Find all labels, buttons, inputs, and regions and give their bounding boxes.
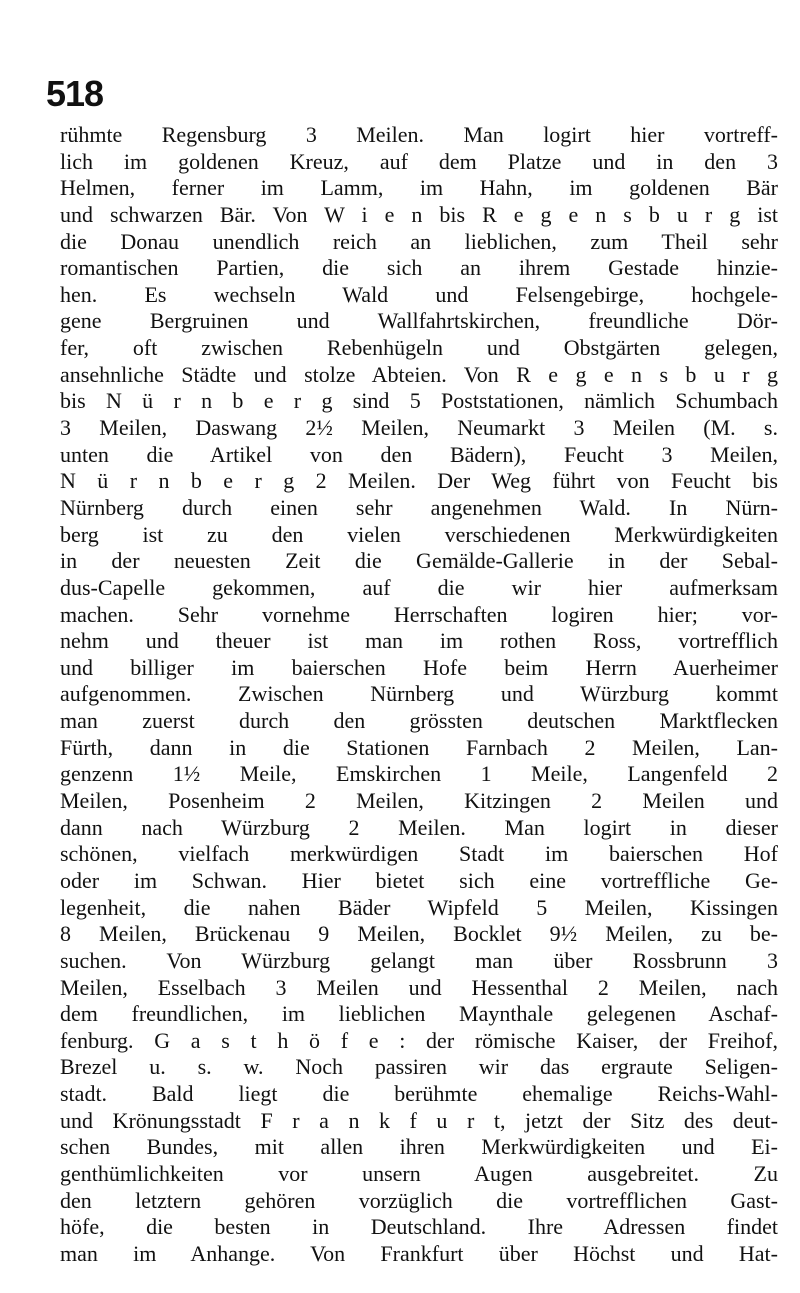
text-line: dem freundlichen, im lieblichen Maynthale gelegenen Aschaf-	[60, 1001, 778, 1027]
text-line: man zuerst durch den grössten deutschen Marktflecken	[60, 708, 778, 734]
text-line: man im Anhange. Von Frankfurt über Höchst und Hat-	[60, 1240, 778, 1266]
body-text	[60, 122, 778, 1268]
text-line: gene Bergruinen und Wallfahrtskirchen, freundliche Dör-	[60, 308, 778, 334]
page-number: 518	[46, 73, 104, 114]
text-line: Fürth, dann in die Stationen Farnbach 2 Meilen, Lan-	[60, 734, 778, 760]
text-line: aufgenommen. Zwischen Nürnberg und Würzburg kommt	[60, 681, 778, 707]
text-line: dann nach Würzburg 2 Meilen. Man logirt in dieser	[60, 814, 778, 840]
text-line: oder im Schwan. Hier bietet sich eine vortreffliche Ge-	[60, 867, 778, 893]
text-line: Meilen, Esselbach 3 Meilen und Hessenthal 2 Meilen, nach	[60, 974, 778, 1000]
text-line: Nürnberg durch einen sehr angenehmen Wald. In Nürn-	[60, 494, 778, 520]
text-line: romantischen Partien, die sich an ihrem Gestade hinzie-	[60, 255, 778, 281]
text-line: Helmen, ferner im Lamm, im Hahn, im goldenen Bär	[60, 175, 778, 201]
text-line: Meilen, Posenheim 2 Meilen, Kitzingen 2 Meilen und	[60, 788, 778, 814]
text-line: den letztern gehören vorzüglich die vortrefflichen Gast-	[60, 1187, 778, 1213]
text-line: machen. Sehr vornehme Herrschaften logiren hier; vor-	[60, 601, 778, 627]
text-line: suchen. Von Würzburg gelangt man über Rossbrunn 3	[60, 947, 778, 973]
text-line: fer, oft zwischen Rebenhügeln und Obstgärten gelegen,	[60, 335, 778, 361]
text-line: lich im goldenen Kreuz, auf dem Platze und in den 3	[60, 148, 778, 174]
text-line: und Krönungsstadt F r a n k f u r t, jetzt der Sitz des deut-	[60, 1107, 778, 1133]
text-line: höfe, die besten in Deutschland. Ihre Adressen findet	[60, 1214, 778, 1240]
text-line: 3 Meilen, Daswang 2½ Meilen, Neumarkt 3 Meilen (M. s.	[60, 415, 778, 441]
text-line: die Donau unendlich reich an lieblichen, zum Theil sehr	[60, 228, 778, 254]
text-line: schönen, vielfach merkwürdigen Stadt im baierschen Hof	[60, 841, 778, 867]
text-line: in der neuesten Zeit die Gemälde-Gallerie in der Sebal-	[60, 548, 778, 574]
text-line: genzenn 1½ Meile, Emskirchen 1 Meile, Langenfeld 2	[60, 761, 778, 787]
text-line: ansehnliche Städte und stolze Abteien. Von R e g e n s b u r g	[60, 361, 778, 387]
text-line: Brezel u. s. w. Noch passiren wir das ergraute Seligen-	[60, 1054, 778, 1080]
text-line: und billiger im baierschen Hofe beim Herrn Auerheimer	[60, 654, 778, 680]
text-line: rühmte Regensburg 3 Meilen. Man logirt hier vortreff-	[60, 122, 778, 147]
text-line: und schwarzen Bär. Von W i e n bis R e g e n s b u r g ist	[60, 201, 778, 227]
text-line: nehm und theuer ist man im rothen Ross, vortrefflich	[60, 628, 778, 654]
text-line: schen Bundes, mit allen ihren Merkwürdigkeiten und Ei-	[60, 1134, 778, 1160]
text-line: hen. Es wechseln Wald und Felsengebirge, hochgele-	[60, 281, 778, 307]
text-line: N ü r n b e r g 2 Meilen. Der Weg führt von Feucht bis	[60, 468, 778, 494]
text-line: unten die Artikel von den Bädern), Feucht 3 Meilen,	[60, 441, 778, 467]
text-line: legenheit, die nahen Bäder Wipfeld 5 Meilen, Kissingen	[60, 894, 778, 920]
text-line: fenburg. G a s t h ö f e : der römische Kaiser, der Freihof,	[60, 1027, 778, 1053]
text-line: bis N ü r n b e r g sind 5 Poststationen, nämlich Schumbach	[60, 388, 778, 414]
text-line: genthümlichkeiten vor unsern Augen ausgebreitet. Zu	[60, 1160, 778, 1186]
text-line: 8 Meilen, Brückenau 9 Meilen, Bocklet 9½ Meilen, zu be-	[60, 921, 778, 947]
text-line: stadt. Bald liegt die berühmte ehemalige Reichs-Wahl-	[60, 1081, 778, 1107]
text-line: berg ist zu den vielen verschiedenen Merkwürdigkeiten	[60, 521, 778, 547]
text-line: dus-Capelle gekommen, auf die wir hier aufmerksam	[60, 574, 778, 600]
